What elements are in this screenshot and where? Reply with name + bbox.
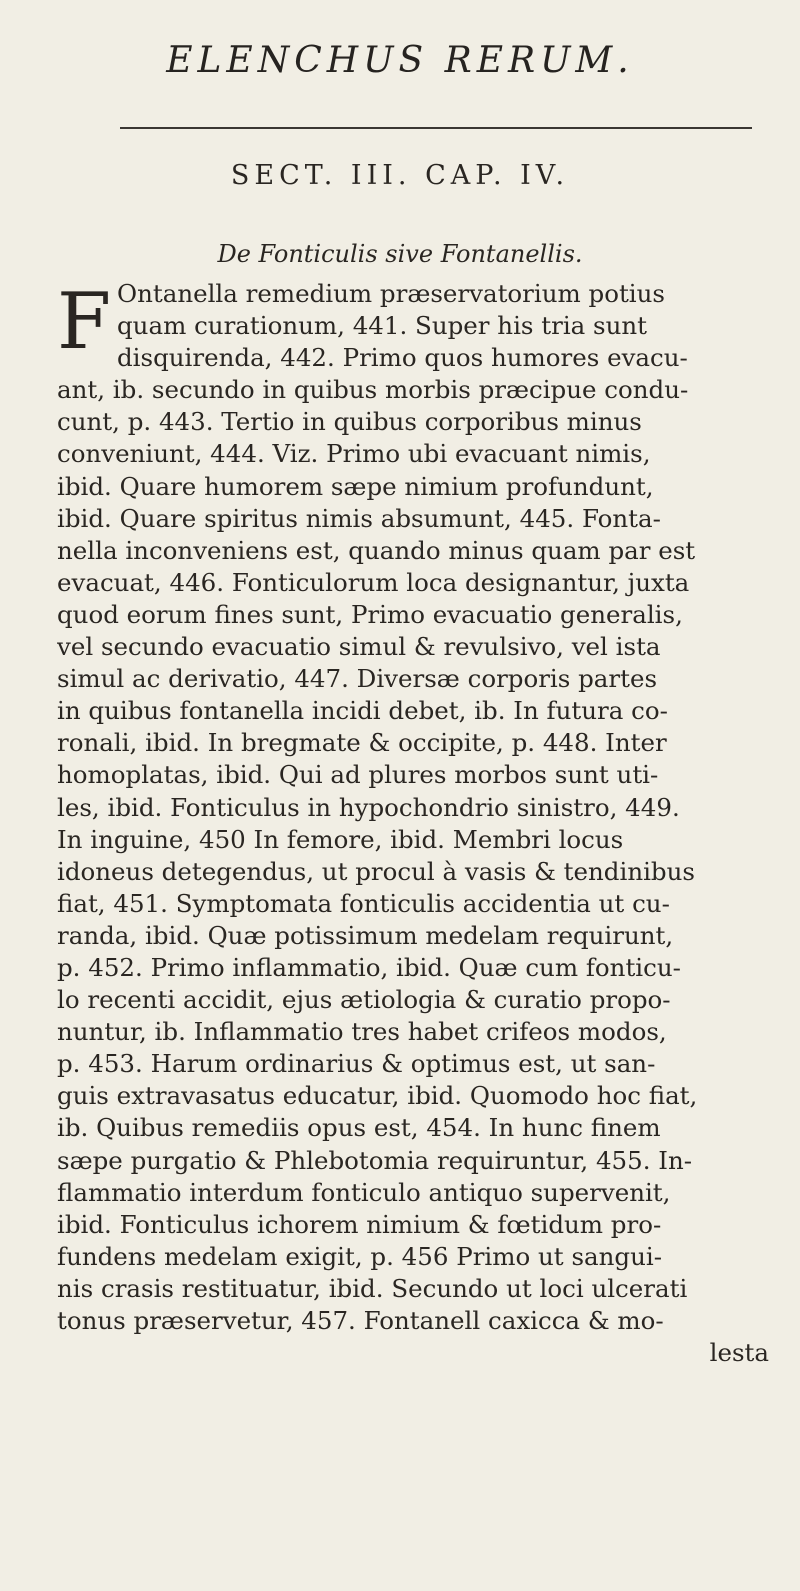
text-line: les, ibid. Fonticulus in hypochondrio sinistro, 449. xyxy=(57,792,680,822)
running-head: ELENCHUS RERUM. xyxy=(166,40,634,81)
text-line: p. 452. Primo inflammatio, ibid. Quæ cum fonticu- xyxy=(57,952,681,982)
text-line: homoplatas, ibid. Qui ad plures morbos sunt uti- xyxy=(57,760,659,790)
text-line: ibid. Quare humorem sæpe nimium profundunt, xyxy=(57,471,654,501)
text-line: simul ac derivatio, 447. Diversæ corporis partes xyxy=(57,664,658,694)
text-line: guis extravasatus educatur, ibid. Quomodo hoc fiat, xyxy=(57,1081,698,1111)
section-heading: SECT. III. CAP. IV. xyxy=(230,160,570,191)
text-line: tonus præservetur, 457. Fontanell caxicca & mo- xyxy=(57,1306,664,1335)
body-text xyxy=(57,278,777,1369)
text-line: conveniunt, 444. Viz. Primo ubi evacuant nimis, xyxy=(57,439,651,469)
text-line: quam curationum, 441. Super his tria sunt xyxy=(117,311,648,341)
text-line: fundens medelam exigit, p. 456 Primo ut sangui- xyxy=(57,1241,662,1271)
text-line: ibid. Quare spiritus nimis absumunt, 445. Fonta- xyxy=(57,503,661,533)
text-line: quod eorum fines sunt, Primo evacuatio generalis, xyxy=(57,599,683,629)
text-line: flammatio interdum fonticulo antiquo supervenit, xyxy=(57,1177,671,1207)
text-line: p. 453. Harum ordinarius & optimus est, ut san- xyxy=(57,1049,656,1079)
text-line: vel secundo evacuatio simul & revulsivo, vel ista xyxy=(57,632,661,662)
text-line: evacuat, 446. Fonticulorum loca designantur, juxta xyxy=(57,567,690,597)
text-line: nuntur, ib. Inflammatio tres habet crifeos modos, xyxy=(57,1017,667,1047)
text-line: nella inconveniens est, quando minus quam par est xyxy=(57,535,696,565)
text-line: ant, ib. secundo in quibus morbis præcipue condu- xyxy=(57,375,689,405)
text-line: cunt, p. 443. Tertio in quibus corporibus minus xyxy=(57,407,642,437)
text-line: Ontanella remedium præservatorium potius xyxy=(117,279,665,308)
text-line: disquirenda, 442. Primo quos humores evacu- xyxy=(117,343,688,373)
text-line: randa, ibid. Quæ potissimum medelam requirunt, xyxy=(57,920,674,950)
text-line: in quibus fontanella incidi debet, ib. In futura co- xyxy=(57,696,668,726)
text-line: lo recenti accidit, ejus ætiologia & curatio propo- xyxy=(57,985,671,1015)
chapter-subtitle: De Fonticulis sive Fontanellis. xyxy=(217,240,583,268)
text-line: idoneus detegendus, ut procul à vasis & tendinibus xyxy=(57,856,695,886)
text-line: sæpe purgatio & Phlebotomia requiruntur, 455. In- xyxy=(57,1145,693,1175)
text-line: ib. Quibus remediis opus est, 454. In hunc finem xyxy=(57,1113,661,1143)
text-line: nis crasis restituatur, ibid. Secundo ut loci ulcerati xyxy=(57,1273,688,1303)
drop-cap: F xyxy=(57,277,112,367)
text-line: lesta xyxy=(709,1338,769,1368)
text-line: fiat, 451. Symptomata fonticulis accidentia ut cu- xyxy=(57,888,670,918)
text-line: ibid. Fonticulus ichorem nimium & fœtidum pro- xyxy=(57,1209,662,1239)
text-line: ronali, ibid. In bregmate & occipite, p. 448. Inter xyxy=(57,728,667,758)
header-rule xyxy=(120,127,752,129)
text-line: In inguine, 450 In femore, ibid. Membri locus xyxy=(57,824,624,854)
